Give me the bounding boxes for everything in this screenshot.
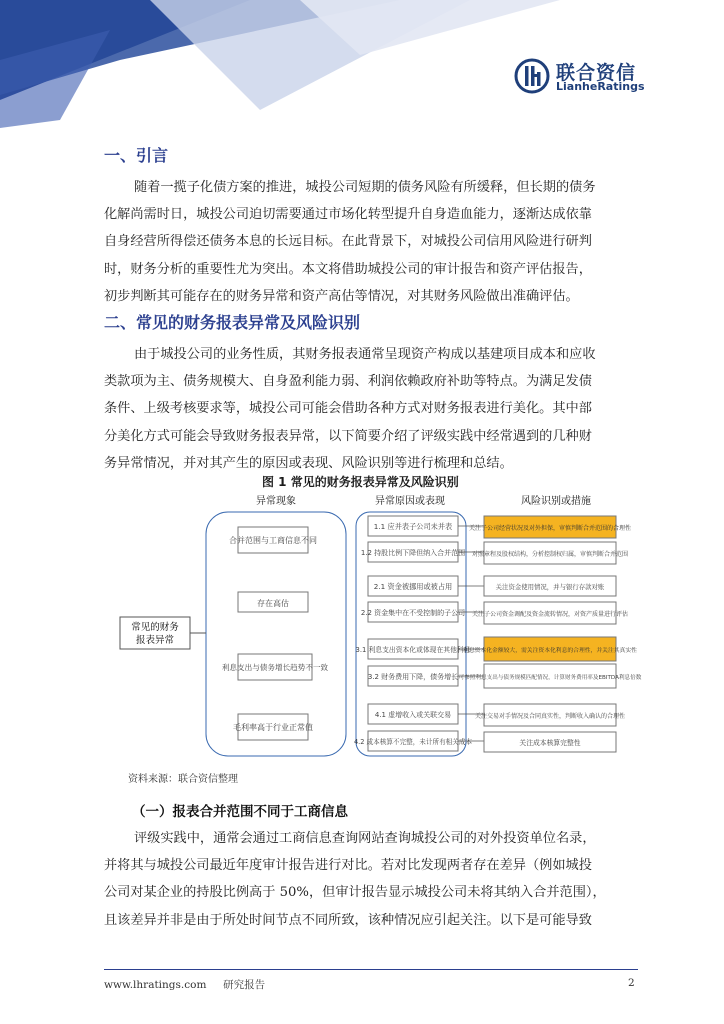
svg-text:关注子公司经营状况及对外担保，审慎判断合并范围的合理性: 关注子公司经营状况及对外担保，审慎判断合并范围的合理性	[468, 525, 632, 532]
text-line: 自身经营所得偿还债务本息的长远目标。在此背景下，对城投公司信用风险进行研判	[104, 234, 592, 250]
measure-box	[475, 704, 625, 726]
svg-text:3.1 利息支出资本化或体现在其他科目: 3.1 利息支出资本化或体现在其他科目	[355, 646, 471, 654]
svg-text:对照章程及股权结构，分析控制权归属，审慎判断合并范围: 对照章程及股权结构，分析控制权归属，审慎判断合并范围	[471, 551, 629, 558]
subsection-paragraph	[104, 825, 638, 934]
phenomenon-box	[229, 527, 317, 553]
cause-box	[361, 542, 465, 562]
text-line: 类款项为主、债务规模大、自身盈利能力弱、利润依赖政府补助等特点。为满足发债	[104, 374, 592, 390]
phenomenon-box	[233, 714, 313, 740]
section2-heading: 二、常见的财务报表异常及风险识别	[104, 313, 361, 332]
svg-text:可参照利息支出与债务规模匹配情况，计算财务费用率及EBITD: 可参照利息支出与债务规模匹配情况，计算财务费用率及EBITDA利息倍数	[458, 675, 642, 681]
root-label-line1: 常见的财务	[131, 622, 179, 633]
cause-box	[368, 576, 458, 596]
text-line: 由于城投公司的业务性质，其财务报表通常呈现资产构成以基建项目成本和应收	[134, 347, 596, 362]
svg-text:3.2 财务费用下降，债务增长: 3.2 财务费用下降，债务增长	[367, 673, 459, 681]
text-line: 时，财务分析的重要性尤为突出。本文将借助城投公司的审计报告和资产评估报告，	[104, 261, 592, 277]
measure-box	[459, 664, 642, 688]
svg-text:4.1 虚增收入或关联交易: 4.1 虚增收入或关联交易	[374, 711, 452, 719]
page-number: 2	[628, 977, 635, 989]
text-line: 分美化方式可能会导致财务报表异常，以下简要介绍了评级实践中经常遇到的几种财	[104, 428, 592, 444]
cause-box	[354, 731, 472, 751]
measure-box	[484, 576, 616, 596]
measure-box	[472, 542, 628, 564]
section2-paragraph	[104, 341, 638, 477]
section1-heading: 一、引言	[104, 146, 169, 165]
cause-box	[368, 516, 458, 536]
svg-text:利息支出与债务增长趋势不一致: 利息支出与债务增长趋势不一致	[221, 663, 329, 672]
text-line: 条件、上级考核要求等，城投公司可能会借助各种方式对财务报表进行美化。其中部	[104, 401, 592, 417]
col-header-phenomena: 异常现象	[256, 496, 296, 507]
brand-name-cn: 联合资信	[556, 62, 637, 84]
svg-text:关注子公司资金调配及资金流转情况，对资产质量进行评估: 关注子公司资金调配及资金流转情况，对资产质量进行评估	[471, 611, 629, 618]
svg-text:存在高估: 存在高估	[257, 599, 289, 608]
svg-text:1.2 持股比例下降但纳入合并范围: 1.2 持股比例下降但纳入合并范围	[360, 549, 466, 557]
svg-text:4.2 成本核算不完整，未计所有相关成本: 4.2 成本核算不完整，未计所有相关成本	[353, 738, 473, 746]
footer-divider	[104, 969, 638, 970]
text-line: 随着一揽子化债方案的推进，城投公司短期的债务风险有所缓释，但长期的债务	[134, 180, 596, 195]
measure-box	[484, 732, 616, 752]
text-line: 且该差异并非是由于所处时间节点不同所致，该种情况应引起关注。以下是可能导致	[104, 912, 592, 928]
measure-box	[463, 637, 637, 661]
section1-paragraph	[104, 174, 638, 310]
svg-text:2.2 资金集中在不受控制的子公司: 2.2 资金集中在不受控制的子公司	[360, 609, 466, 617]
subsection-heading: （一）报表合并范围不同于工商信息	[132, 804, 348, 820]
footer-left	[104, 977, 265, 992]
svg-text:关注资金使用情况，并与银行存款对账: 关注资金使用情况，并与银行存款对账	[495, 583, 605, 591]
svg-text:合并范围与工商信息不同: 合并范围与工商信息不同	[229, 536, 317, 545]
svg-text:利息资本化金额较大，需关注资本化利息的合理性，并关注其真实性: 利息资本化金额较大，需关注资本化利息的合理性，并关注其真实性	[463, 648, 637, 654]
footer-site-link[interactable]: www.lhratings.com	[104, 979, 207, 991]
brand-name-en: LianheRatings	[556, 80, 645, 93]
brand-logo	[514, 58, 714, 98]
figure-title: 图 1 常见的财务报表异常及风险识别	[262, 475, 459, 489]
text-line: 评级实践中，通常会通过工商信息查询网站查询城投公司的对外投资单位名录，	[134, 831, 596, 846]
root-label-line2: 报表异常	[135, 635, 175, 646]
cause-box	[368, 666, 458, 686]
text-line: 并将其与城投公司最近年度审计报告进行对比。若对比发现两者存在差异（例如城投	[104, 858, 592, 874]
measure-box	[469, 516, 631, 538]
lianhe-logo-icon	[514, 58, 550, 94]
svg-text:2.1 资金被挪用或被占用: 2.1 资金被挪用或被占用	[373, 582, 453, 591]
text-line: 初步判断其可能存在的财务异常和资产高估等情况，对其财务风险做出准确评估。	[104, 288, 579, 304]
text-line: 公司对某企业的持股比例高于 50%，但审计报告显示城投公司未将其纳入合并范围），	[104, 885, 606, 901]
text-line: 化解尚需时日，城投公司迫切需要通过市场化转型提升自身造血能力，逐渐达成依靠	[104, 207, 592, 223]
cause-box	[361, 602, 465, 622]
footer-label: 研究报告	[223, 979, 266, 991]
col-header-causes: 异常原因或表现	[375, 496, 445, 507]
figure-source: 资料来源：联合资信整理	[128, 774, 238, 785]
svg-text:毛利率高于行业正常值: 毛利率高于行业正常值	[233, 723, 313, 732]
flow-diagram	[118, 494, 642, 762]
svg-text:关注成本核算完整性: 关注成本核算完整性	[519, 739, 581, 747]
measure-box	[472, 602, 628, 624]
cause-box	[368, 704, 458, 724]
svg-text:1.1 应并表子公司未并表: 1.1 应并表子公司未并表	[373, 522, 453, 531]
col-header-measures: 风险识别或措施	[521, 496, 591, 507]
phenomenon-box	[222, 654, 329, 680]
text-line: 务异常情况，并对其产生的原因或表现、风险识别等进行梳理和总结。	[104, 455, 513, 471]
cause-box	[356, 639, 471, 659]
svg-text:关注交易对手情况及合同真实性，判断收入确认的合理性: 关注交易对手情况及合同真实性，判断收入确认的合理性	[474, 713, 626, 720]
phenomenon-box	[238, 592, 308, 612]
